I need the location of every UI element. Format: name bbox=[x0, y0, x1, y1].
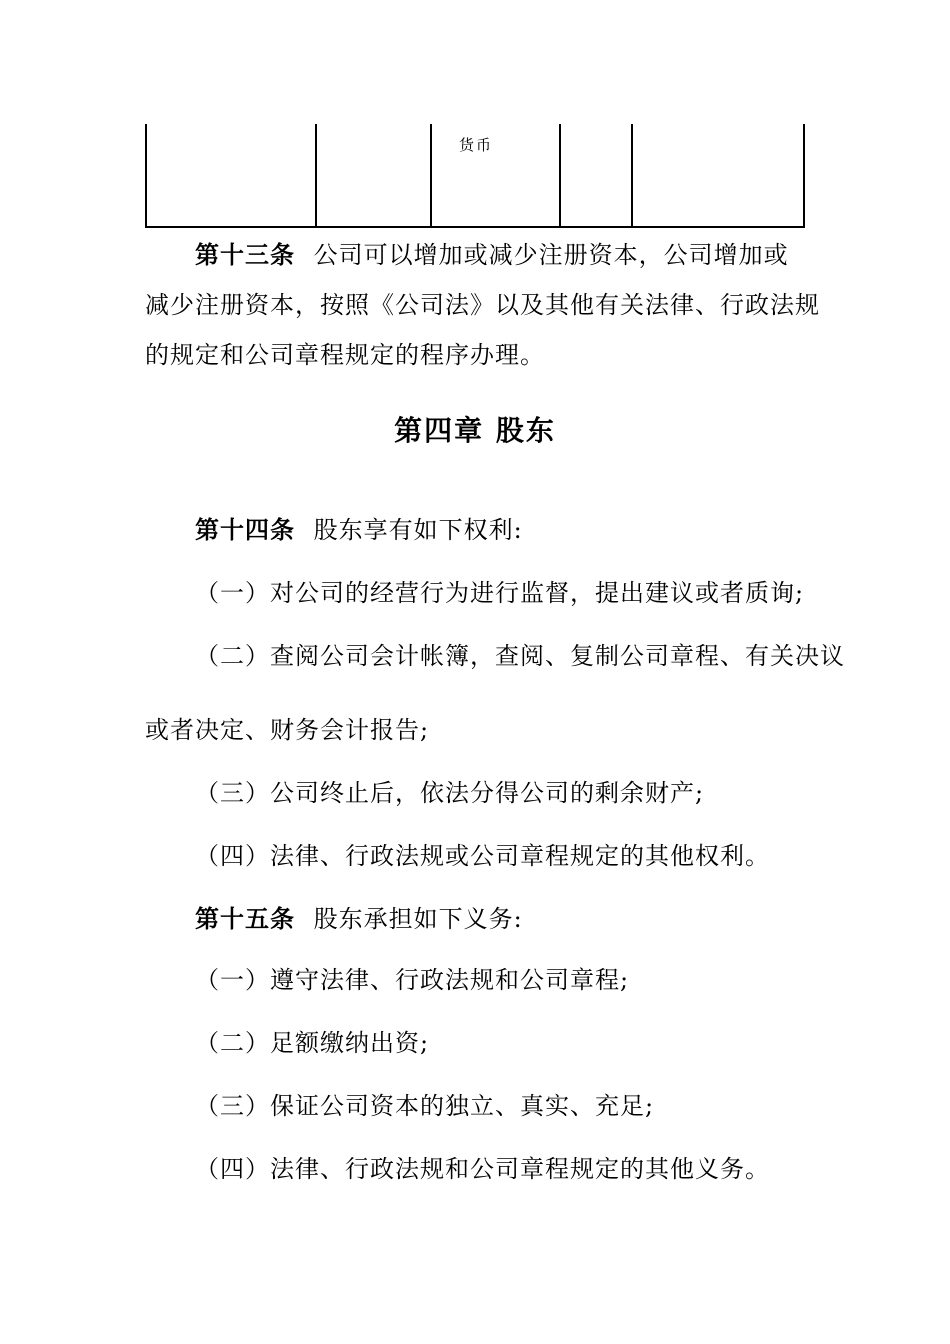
article14-item-2: （二）查阅公司会计帐簿，查阅、复制公司章程、有关决议 bbox=[195, 642, 845, 670]
table-border-right bbox=[803, 124, 805, 228]
article15-intro: 股东承担如下义务: bbox=[313, 905, 523, 933]
article13-line1 bbox=[195, 240, 789, 270]
article15-item-1: （一）遵守法律、行政法规和公司章程; bbox=[195, 966, 630, 994]
article13-label: 第十三条 bbox=[195, 240, 295, 269]
table-divider-2 bbox=[430, 124, 432, 228]
article13-line3: 的规定和公司章程规定的程序办理。 bbox=[145, 341, 545, 369]
article13-line2: 减少注册资本，按照《公司法》以及其他有关法律、行政法规 bbox=[145, 291, 820, 319]
article14-item-1: （一）对公司的经营行为进行监督，提出建议或者质询; bbox=[195, 579, 805, 607]
table-divider-1 bbox=[315, 124, 317, 228]
article14-label: 第十四条 bbox=[195, 515, 295, 544]
article15-intro-line bbox=[195, 904, 523, 934]
article14-item-3: （三）公司终止后，依法分得公司的剩余财产; bbox=[195, 779, 705, 807]
article15-item-4: （四）法律、行政法规和公司章程规定的其他义务。 bbox=[195, 1155, 770, 1183]
article13-text1: 公司可以增加或减少注册资本，公司增加或 bbox=[313, 241, 789, 269]
table-cell-contribution-form: 货币 bbox=[459, 136, 494, 154]
article14-intro: 股东享有如下权利: bbox=[313, 516, 523, 544]
article15-label: 第十五条 bbox=[195, 904, 295, 933]
table-divider-4 bbox=[631, 124, 633, 228]
table-border-left bbox=[145, 124, 147, 228]
table-divider-3 bbox=[559, 124, 561, 228]
capital-table-fragment bbox=[145, 124, 805, 228]
article14-item-4: （四）法律、行政法规或公司章程规定的其他权利。 bbox=[195, 842, 770, 870]
article14-item-2-cont: 或者决定、财务会计报告; bbox=[145, 716, 430, 744]
article15-item-3: （三）保证公司资本的独立、真实、充足; bbox=[195, 1092, 655, 1120]
table-border-bottom bbox=[145, 226, 805, 228]
article15-item-2: （二）足额缴纳出资; bbox=[195, 1029, 430, 1057]
article14-intro-line bbox=[195, 515, 523, 545]
chapter-heading: 第四章 股东 bbox=[394, 414, 556, 447]
